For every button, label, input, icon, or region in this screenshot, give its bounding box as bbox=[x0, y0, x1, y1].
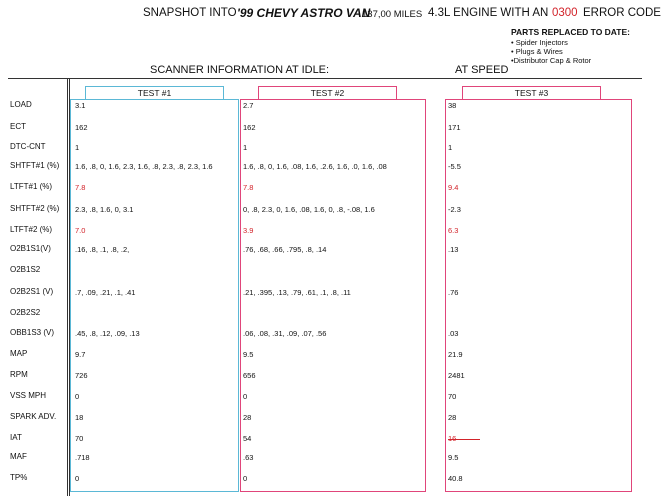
cell-t1: .45, .8, .12, .09, .13 bbox=[75, 329, 140, 338]
cell-t2: .21, .395, .13, .79, .61, .1, .8, .11 bbox=[243, 288, 351, 297]
table-top-rule bbox=[8, 78, 642, 79]
cell-t2: 162 bbox=[243, 123, 256, 132]
test1-header-box bbox=[85, 86, 224, 100]
row-label: O2B2S1 (V) bbox=[10, 287, 54, 296]
row-label: MAF bbox=[10, 452, 27, 461]
cell-t2: 28 bbox=[243, 413, 252, 422]
cell-t1: 7.0 bbox=[75, 226, 86, 235]
parts-item: •Distributor Cap & Rotor bbox=[511, 56, 592, 65]
header-miles: 137,00 MILES bbox=[362, 9, 423, 20]
cell-t3: 28 bbox=[448, 413, 457, 422]
cell-t1: 0 bbox=[75, 392, 80, 401]
cell-t1: 9.7 bbox=[75, 350, 86, 359]
section-idle: SCANNER INFORMATION AT IDLE: bbox=[150, 64, 330, 76]
cell-t3: 9.4 bbox=[448, 183, 459, 192]
cell-t2: .63 bbox=[243, 453, 254, 462]
cell-t2: 1 bbox=[243, 143, 248, 152]
row-label: O2B1S1(V) bbox=[10, 244, 51, 253]
parts-title: PARTS REPLACED TO DATE: bbox=[511, 27, 631, 37]
row-label: MAP bbox=[10, 349, 28, 358]
row-label: LTFT#2 (%) bbox=[10, 225, 53, 234]
cell-t2: 0 bbox=[243, 474, 248, 483]
cell-t3: 2481 bbox=[448, 371, 465, 380]
cell-t3: .76 bbox=[448, 288, 459, 297]
row-label: SPARK ADV. bbox=[10, 412, 57, 421]
cell-t3: 1 bbox=[448, 143, 453, 152]
cell-t2: 0 bbox=[243, 392, 248, 401]
parts-item: • Plugs & Wires bbox=[511, 47, 563, 56]
cell-t2: 656 bbox=[243, 371, 256, 380]
cell-t1: 7.8 bbox=[75, 183, 86, 192]
test3-header-box bbox=[462, 86, 601, 100]
test3-column bbox=[445, 99, 632, 492]
cell-t3: .03 bbox=[448, 329, 459, 338]
row-label: LTFT#1 (%) bbox=[10, 182, 53, 191]
cell-t1: 18 bbox=[75, 413, 84, 422]
row-label: O2B2S2 bbox=[10, 308, 41, 317]
row-label: LOAD bbox=[10, 100, 32, 109]
test3-label: TEST #3 bbox=[514, 88, 549, 98]
cell-t1: 162 bbox=[75, 123, 88, 132]
cell-t1: 1.6, .8, 0, 1.6, 2.3, 1.6, .8, 2.3, .8, 2.3, 1.6 bbox=[75, 162, 213, 171]
cell-t1: .718 bbox=[75, 453, 90, 462]
cell-t2: .76, .68, .66, .795, .8, .14 bbox=[243, 245, 327, 254]
cell-t1: 2.3, .8, 1.6, 0, 3.1 bbox=[75, 205, 134, 214]
row-label: OBB1S3 (V) bbox=[10, 328, 55, 337]
header-prefix: SNAPSHOT INTO bbox=[143, 7, 237, 19]
cell-t2: 7.8 bbox=[243, 183, 254, 192]
cell-t1: 3.1 bbox=[75, 101, 86, 110]
cell-t3: 38 bbox=[448, 101, 457, 110]
cell-t1: 726 bbox=[75, 371, 88, 380]
cell-t2: 0, .8, 2.3, 0, 1.6, .08, 1.6, 0, .8, -.08, 1.6 bbox=[243, 205, 375, 214]
row-label: TP% bbox=[10, 473, 28, 482]
cell-t2: 54 bbox=[243, 434, 252, 443]
cell-t3: .13 bbox=[448, 245, 459, 254]
cell-t3: 21.9 bbox=[448, 350, 463, 359]
row-label: VSS MPH bbox=[10, 391, 47, 400]
cell-t2: 2.7 bbox=[243, 101, 254, 110]
cell-t3: 6.3 bbox=[448, 226, 459, 235]
row-label: O2B1S2 bbox=[10, 265, 41, 274]
row-label: RPM bbox=[10, 370, 28, 379]
cell-t1: 1 bbox=[75, 143, 80, 152]
cell-t2: .06, .08, .31, .09, .07, .56 bbox=[243, 329, 327, 338]
cell-t1: .16, .8, .1, .8, .2, bbox=[75, 245, 130, 254]
row-label: SHTFT#2 (%) bbox=[10, 204, 60, 213]
section-speed: AT SPEED bbox=[455, 64, 509, 76]
cell-t2: 9.5 bbox=[243, 350, 254, 359]
table-left-rule bbox=[67, 78, 68, 496]
cell-t1: 0 bbox=[75, 474, 80, 483]
cell-t3: -5.5 bbox=[448, 162, 461, 171]
row-label: ECT bbox=[10, 122, 26, 131]
test2-label: TEST #2 bbox=[310, 88, 345, 98]
row-label: IAT bbox=[10, 433, 22, 442]
cell-t2: 3.9 bbox=[243, 226, 254, 235]
header-engine: 4.3L ENGINE WITH AN bbox=[428, 7, 549, 19]
error-code: 0300 bbox=[552, 7, 578, 19]
cell-t3: 40.8 bbox=[448, 474, 463, 483]
test1-label: TEST #1 bbox=[137, 88, 172, 98]
cell-t1: 70 bbox=[75, 434, 84, 443]
cell-t1: .7, .09, .21, .1, .41 bbox=[75, 288, 136, 297]
cell-t2: 1.6, .8, 0, 1.6, .08, 1.6, .2.6, 1.6, .0, 1.6, .08 bbox=[243, 162, 387, 171]
cell-t3: -2.3 bbox=[448, 205, 461, 214]
test2-header-box bbox=[258, 86, 397, 100]
row-label: DTC-CNT bbox=[10, 142, 46, 151]
cell-t3: 9.5 bbox=[448, 453, 459, 462]
header-code-suffix: ERROR CODE bbox=[583, 7, 661, 19]
row-label: SHTFT#1 (%) bbox=[10, 161, 60, 170]
cell-t3: 70 bbox=[448, 392, 457, 401]
parts-item: • Spider Injectors bbox=[511, 38, 568, 47]
cell-t3: 171 bbox=[448, 123, 461, 132]
header-vehicle: '99 CHEVY ASTRO VAN bbox=[237, 6, 371, 20]
iat-highlight-underline bbox=[448, 439, 480, 440]
